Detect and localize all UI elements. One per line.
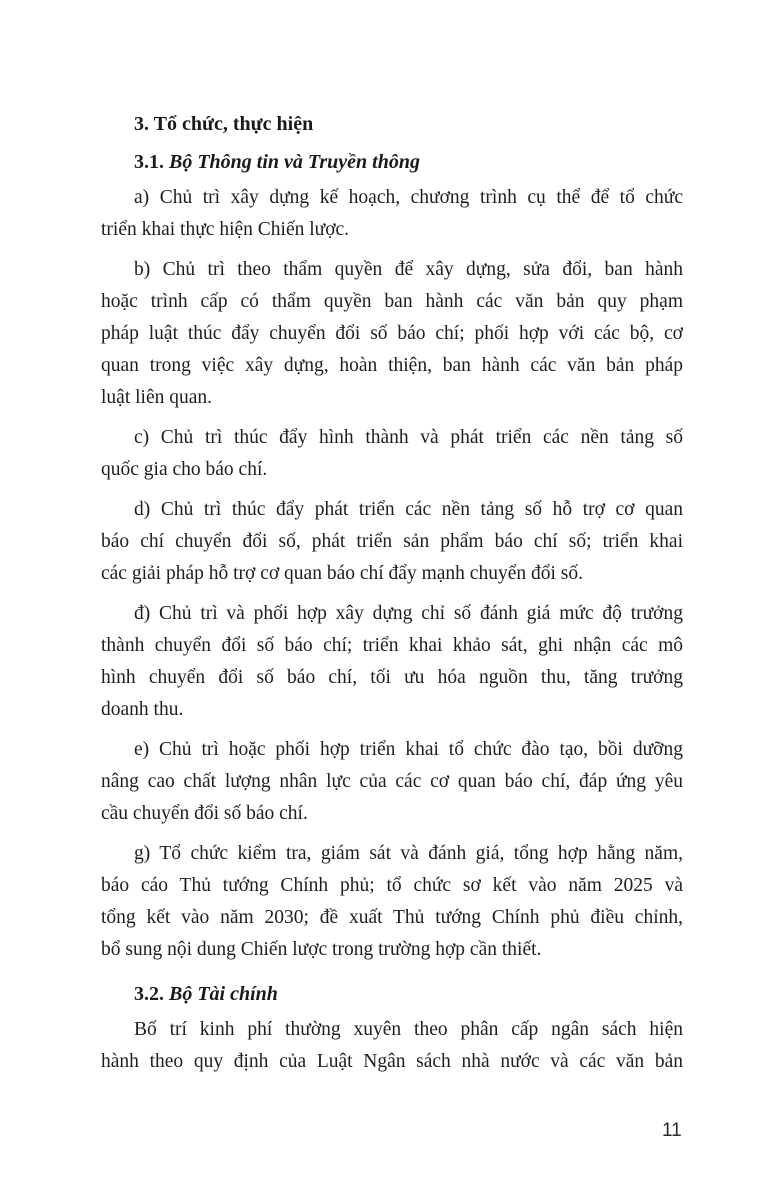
paragraph-line: thành chuyển đổi số báo chí; triển khai khảo sát, ghi nhận các mô bbox=[101, 635, 683, 656]
paragraph-line: d) Chủ trì thúc đẩy phát triển các nền tảng số hỗ trợ cơ quan bbox=[134, 499, 683, 520]
subsection-number: 3.1. bbox=[134, 151, 164, 173]
subsection-heading-3-1 bbox=[101, 142, 683, 182]
paragraph-line: các giải pháp hỗ trợ cơ quan báo chí đẩy mạnh chuyển đổi số. bbox=[101, 563, 583, 584]
paragraph-line: báo chí chuyển đổi số, phát triển sản phẩm báo chí số; triển khai bbox=[101, 531, 683, 552]
subsection-title: Bộ Tài chính bbox=[169, 983, 278, 1005]
paragraph-line: cầu chuyển đổi số báo chí. bbox=[101, 803, 308, 824]
paragraph-dd bbox=[101, 598, 683, 726]
paragraph-line: nâng cao chất lượng nhân lực của các cơ quan báo chí, đáp ứng yêu bbox=[101, 771, 683, 792]
paragraph-line: quan trong việc xây dựng, hoàn thiện, ban hành các văn bản pháp bbox=[101, 355, 683, 376]
paragraph-d bbox=[101, 494, 683, 590]
paragraph-a bbox=[101, 182, 683, 246]
paragraph-line: pháp luật thúc đẩy chuyển đổi số báo chí; phối hợp với các bộ, cơ bbox=[101, 323, 683, 344]
paragraph-e bbox=[101, 734, 683, 830]
subsection-title: Bộ Thông tin và Truyền thông bbox=[169, 151, 420, 173]
paragraph-line: tổng kết vào năm 2030; đề xuất Thủ tướng Chính phủ điều chỉnh, bbox=[101, 907, 683, 928]
paragraph-line: hành theo quy định của Luật Ngân sách nhà nước và các văn bản bbox=[101, 1051, 683, 1072]
paragraph-line: c) Chủ trì thúc đẩy hình thành và phát triển các nền tảng số bbox=[134, 427, 683, 448]
subsection-number: 3.2. bbox=[134, 983, 164, 1005]
paragraph-c bbox=[101, 422, 683, 486]
text-body bbox=[101, 106, 683, 1078]
paragraph-line: g) Tổ chức kiểm tra, giám sát và đánh giá, tổng hợp hằng năm, bbox=[134, 843, 683, 864]
paragraph-line: quốc gia cho báo chí. bbox=[101, 459, 268, 480]
paragraph-line: b) Chủ trì theo thẩm quyền để xây dựng, sửa đổi, ban hành bbox=[134, 259, 683, 280]
paragraph-line: hình chuyển đổi số báo chí, tối ưu hóa nguồn thu, tăng trưởng bbox=[101, 667, 683, 688]
page-number: 11 bbox=[662, 1120, 682, 1141]
paragraph-line: doanh thu. bbox=[101, 699, 184, 720]
paragraph-line: đ) Chủ trì và phối hợp xây dựng chỉ số đánh giá mức độ trưởng bbox=[134, 603, 683, 624]
paragraph-3-2 bbox=[101, 1014, 683, 1078]
paragraph-line: bổ sung nội dung Chiến lược trong trường hợp cần thiết. bbox=[101, 939, 542, 960]
paragraph-line: Bố trí kinh phí thường xuyên theo phân cấp ngân sách hiện bbox=[134, 1019, 683, 1040]
paragraph-line: a) Chủ trì xây dựng kế hoạch, chương trình cụ thể để tổ chức bbox=[134, 187, 683, 208]
paragraph-line: báo cáo Thủ tướng Chính phủ; tổ chức sơ kết vào năm 2025 và bbox=[101, 875, 683, 896]
section-heading: 3. Tổ chức, thực hiện bbox=[134, 113, 314, 135]
paragraph-line: hoặc trình cấp có thẩm quyền ban hành các văn bản quy phạm bbox=[101, 291, 683, 312]
subsection-heading-3-2 bbox=[101, 974, 683, 1014]
paragraph-line: luật liên quan. bbox=[101, 387, 213, 408]
paragraph-line: e) Chủ trì hoặc phối hợp triển khai tổ chức đào tạo, bồi dưỡng bbox=[134, 739, 683, 760]
paragraph-line: triển khai thực hiện Chiến lược. bbox=[101, 219, 350, 240]
paragraph-b bbox=[101, 254, 683, 414]
paragraph-g bbox=[101, 838, 683, 966]
